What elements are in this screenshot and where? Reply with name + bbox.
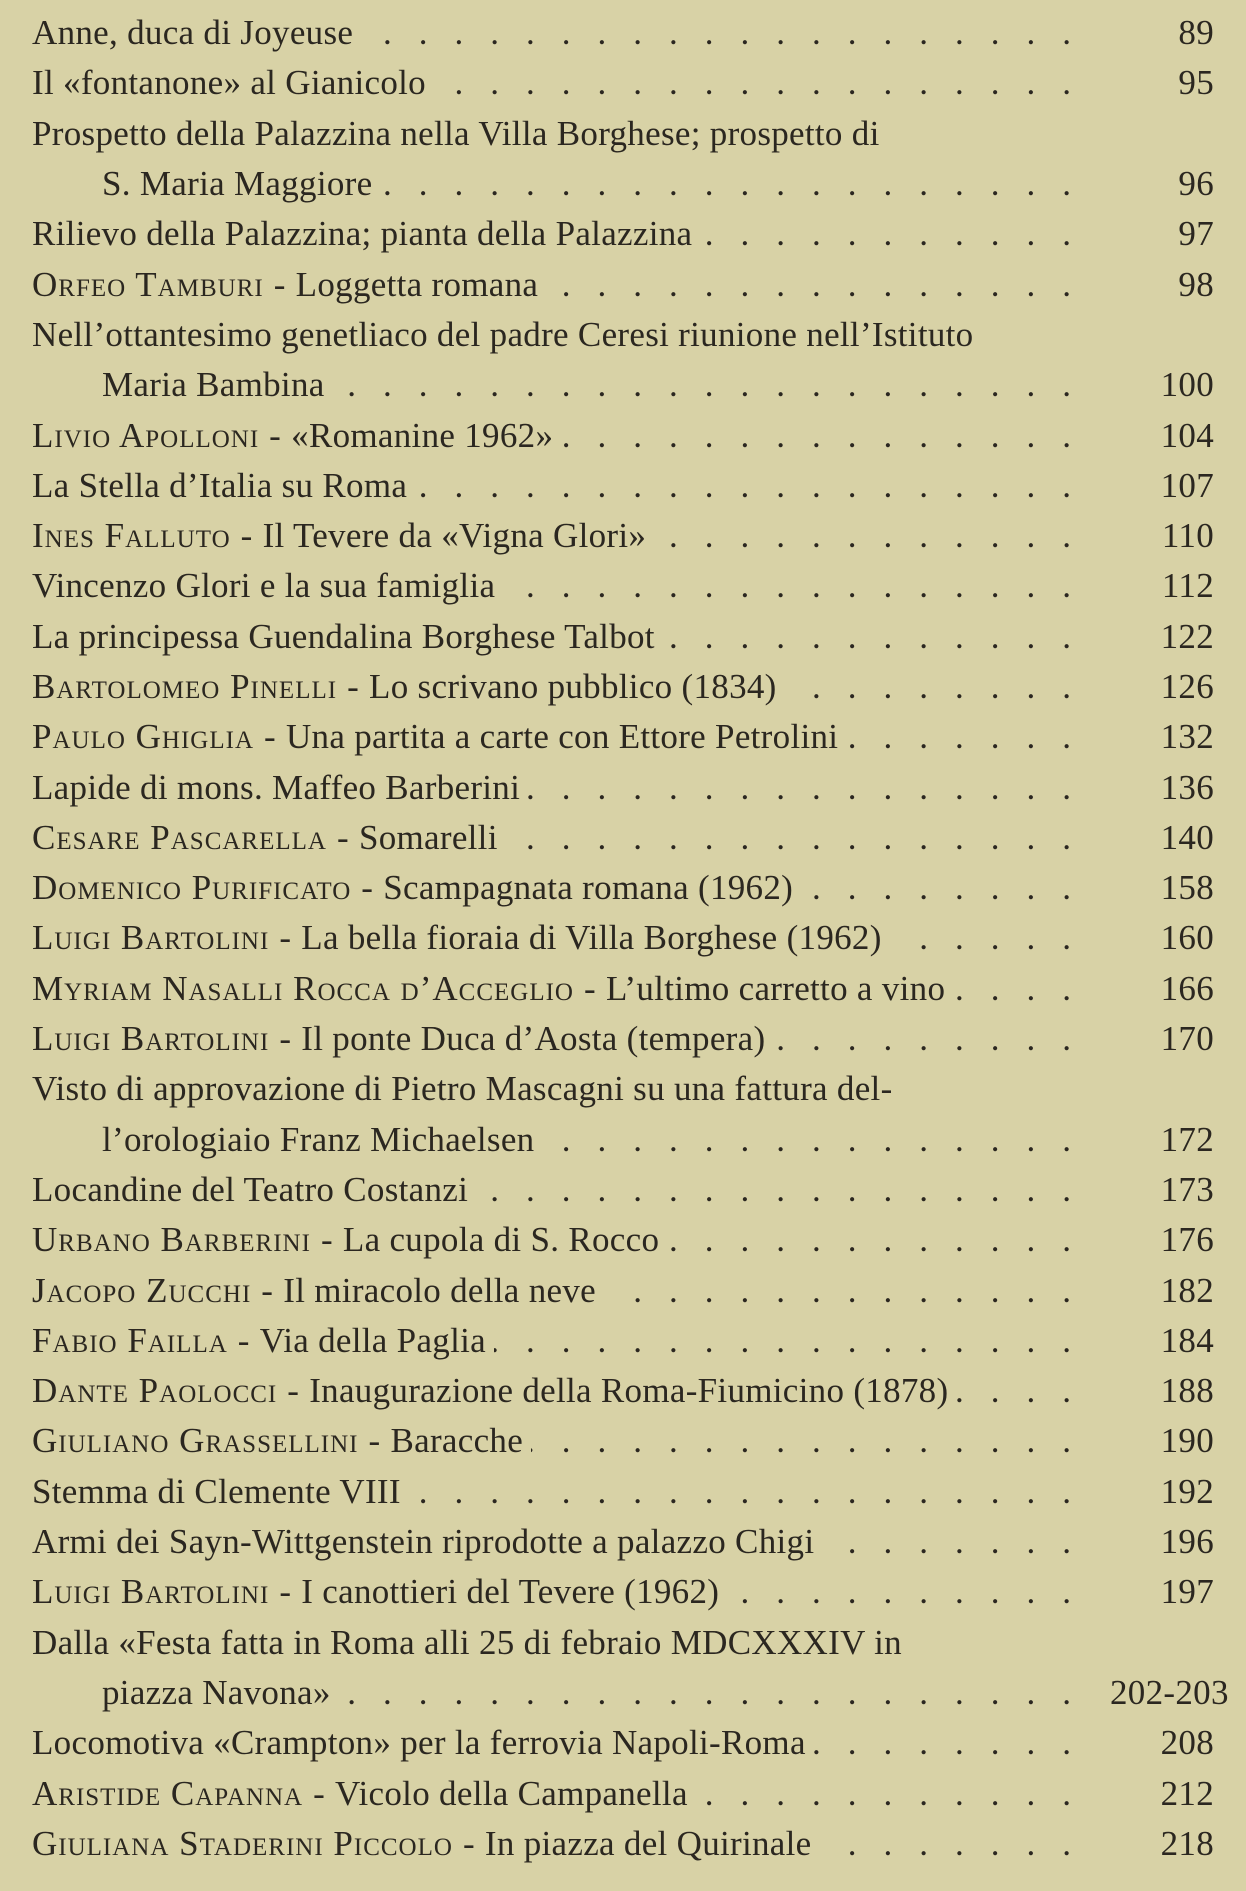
entry-separator: - bbox=[273, 264, 286, 304]
entry-line bbox=[32, 1165, 1214, 1215]
index-entry bbox=[32, 1768, 1214, 1818]
entry-separator: - bbox=[361, 868, 374, 908]
dot-leader bbox=[546, 265, 1098, 305]
entry-title: Nell’ottantesimo genetliaco del padre Ceresi riunione nell’Istituto bbox=[32, 314, 974, 354]
entry-separator: - bbox=[313, 1773, 326, 1813]
entry-line bbox=[32, 662, 1214, 712]
entry-continuation-line bbox=[32, 1115, 1214, 1165]
entry-title: La cupola di S. Rocco bbox=[342, 1220, 660, 1260]
entry-author: Luigi Bartolini bbox=[32, 1019, 270, 1059]
entry-author: Cesare Pascarella bbox=[32, 817, 327, 857]
dot-leader bbox=[822, 1522, 1098, 1562]
index-entry bbox=[32, 8, 1214, 58]
entry-page-number: 212 bbox=[1160, 1773, 1214, 1813]
index-entry bbox=[32, 1416, 1214, 1466]
entry-author: Fabio Failla bbox=[32, 1320, 228, 1360]
entry-page-number: 136 bbox=[1160, 767, 1214, 807]
entry-title-continuation: piazza Navona» bbox=[102, 1672, 331, 1712]
index-entry bbox=[32, 1265, 1214, 1315]
entry-title: Dalla «Festa fatta in Roma alli 25 di febraio MDCXXXIV in bbox=[32, 1622, 902, 1662]
entry-author: Luigi Bartolini bbox=[32, 918, 270, 958]
entry-author: Urbano Barberini bbox=[32, 1220, 311, 1260]
index-entry bbox=[32, 1366, 1214, 1416]
entry-title: Baracche bbox=[390, 1421, 524, 1461]
entry-title: Vicolo della Campanella bbox=[335, 1773, 688, 1813]
index-entry bbox=[32, 1517, 1214, 1567]
dot-leader bbox=[506, 818, 1098, 858]
entry-line bbox=[32, 1467, 1214, 1517]
entry-continuation-line bbox=[32, 1668, 1229, 1718]
index-entry bbox=[32, 511, 1214, 561]
entry-line bbox=[32, 109, 1214, 159]
entry-line bbox=[32, 1366, 1214, 1416]
entry-page-number: 95 bbox=[1178, 63, 1214, 103]
entry-line bbox=[32, 1316, 1214, 1366]
index-entry bbox=[32, 259, 1214, 309]
entry-separator: - bbox=[237, 1320, 250, 1360]
entry-separator: - bbox=[462, 1823, 475, 1863]
entry-line bbox=[32, 813, 1214, 863]
entry-author: Ines Falluto bbox=[32, 516, 231, 556]
entry-separator: - bbox=[287, 1371, 300, 1411]
entry-page-number: 97 bbox=[1178, 214, 1214, 254]
dot-leader bbox=[956, 1371, 1098, 1411]
illustrations-index bbox=[32, 8, 1229, 1869]
entry-line bbox=[32, 209, 1214, 259]
entry-line bbox=[32, 310, 1214, 360]
entry-page-number: 166 bbox=[1160, 968, 1214, 1008]
entry-line bbox=[32, 561, 1214, 611]
entry-title: «Romanine 1962» bbox=[291, 415, 554, 455]
dot-leader bbox=[696, 1774, 1098, 1814]
index-entry bbox=[32, 712, 1214, 762]
entry-line bbox=[32, 259, 1214, 309]
entry-page-number: 208 bbox=[1160, 1723, 1214, 1763]
dot-leader bbox=[700, 214, 1098, 254]
index-entry bbox=[32, 209, 1214, 259]
entry-author: Jacopo Zucchi bbox=[32, 1270, 252, 1310]
dot-leader bbox=[820, 1824, 1098, 1864]
dot-leader bbox=[409, 1472, 1098, 1512]
entry-page-number: 107 bbox=[1160, 465, 1214, 505]
entry-page-number: 182 bbox=[1160, 1270, 1214, 1310]
index-entry bbox=[32, 1014, 1214, 1064]
entry-continuation-line bbox=[32, 360, 1214, 410]
dot-leader bbox=[434, 63, 1098, 103]
dot-leader bbox=[654, 516, 1098, 556]
index-entry bbox=[32, 964, 1214, 1014]
dot-leader bbox=[890, 918, 1098, 958]
entry-continuation-line bbox=[32, 159, 1214, 209]
entry-title: In piazza del Quirinale bbox=[484, 1823, 812, 1863]
entry-title: Lo scrivano pubblico (1834) bbox=[369, 667, 777, 706]
entry-author: Livio Apolloni bbox=[32, 415, 260, 455]
entry-line bbox=[32, 58, 1214, 108]
entry-page-number: 192 bbox=[1160, 1471, 1214, 1511]
index-entry bbox=[32, 410, 1214, 460]
entry-title: L’ultimo carretto a vino bbox=[605, 968, 946, 1008]
entry-page-number: 170 bbox=[1160, 1019, 1214, 1059]
dot-leader bbox=[785, 667, 1098, 707]
entry-line bbox=[32, 1517, 1214, 1567]
index-entry bbox=[32, 461, 1214, 511]
entry-title: Vincenzo Glori e la sua famiglia bbox=[32, 566, 496, 606]
index-entry bbox=[32, 1316, 1214, 1366]
entry-line bbox=[32, 1265, 1214, 1315]
dot-leader bbox=[814, 1723, 1098, 1763]
entry-line bbox=[32, 461, 1214, 511]
entry-line bbox=[32, 964, 1214, 1014]
dot-leader bbox=[667, 1220, 1098, 1260]
entry-page-number: 173 bbox=[1160, 1169, 1214, 1209]
entry-line bbox=[32, 1215, 1214, 1265]
entry-line bbox=[32, 1567, 1214, 1617]
entry-page-number: 160 bbox=[1160, 918, 1214, 958]
dot-leader bbox=[333, 365, 1098, 405]
index-entry bbox=[32, 1618, 1229, 1719]
entry-title: Locandine del Teatro Costanzi bbox=[32, 1169, 469, 1209]
index-entry bbox=[32, 561, 1214, 611]
dot-leader bbox=[801, 868, 1098, 908]
entry-title: Il ponte Duca d’Aosta (tempera) bbox=[301, 1019, 766, 1059]
index-entry bbox=[32, 1215, 1214, 1265]
entry-author: Paulo Ghiglia bbox=[32, 717, 255, 757]
entry-page-number: 190 bbox=[1160, 1421, 1214, 1461]
entry-title: Anne, duca di Joyeuse bbox=[32, 13, 354, 53]
index-entry bbox=[32, 1064, 1214, 1165]
entry-title: Somarelli bbox=[358, 817, 498, 857]
dot-leader bbox=[542, 1120, 1098, 1160]
entry-line bbox=[32, 762, 1214, 812]
entry-title: I canottieri del Tevere (1962) bbox=[301, 1572, 720, 1612]
entry-page-number: 202-203 bbox=[1110, 1672, 1229, 1712]
entry-separator: - bbox=[347, 667, 360, 706]
entry-page-number: 197 bbox=[1160, 1572, 1214, 1612]
entry-line bbox=[32, 410, 1214, 460]
entry-title: Il Tevere da «Vigna Glori» bbox=[262, 516, 647, 556]
entry-title-continuation: S. Maria Maggiore bbox=[102, 164, 373, 204]
index-entry bbox=[32, 913, 1214, 963]
entry-page-number: 158 bbox=[1160, 868, 1214, 908]
index-entry bbox=[32, 310, 1214, 411]
entry-title: Loggetta romana bbox=[295, 264, 539, 304]
dot-leader bbox=[561, 416, 1098, 456]
entry-line bbox=[32, 612, 1214, 662]
entry-line bbox=[32, 1819, 1214, 1869]
entry-line bbox=[32, 913, 1214, 963]
index-entry bbox=[32, 58, 1214, 108]
entry-title: Locomotiva «Crampton» per la ferrovia Napoli-Roma bbox=[32, 1723, 806, 1763]
entry-separator: - bbox=[261, 1270, 274, 1310]
entry-page-number: 98 bbox=[1178, 264, 1214, 304]
entry-author: Myriam Nasalli Rocca d’Acceglio bbox=[32, 968, 574, 1008]
entry-title: Armi dei Sayn-Wittgenstein riprodotte a palazzo Chigi bbox=[32, 1522, 815, 1562]
dot-leader bbox=[604, 1271, 1098, 1311]
entry-author: Dante Paolocci bbox=[32, 1371, 278, 1411]
dot-leader bbox=[476, 1170, 1098, 1210]
entry-title: Visto di approvazione di Pietro Mascagni su una fattura del- bbox=[32, 1069, 893, 1109]
dot-leader bbox=[727, 1572, 1098, 1612]
entry-line bbox=[32, 712, 1214, 762]
dot-leader bbox=[846, 717, 1098, 757]
index-entry bbox=[32, 1165, 1214, 1215]
entry-title: La Stella d’Italia su Roma bbox=[32, 465, 408, 505]
entry-author: Domenico Purificato bbox=[32, 868, 352, 908]
entry-separator: - bbox=[279, 1019, 292, 1059]
entry-page-number: 188 bbox=[1160, 1371, 1214, 1411]
index-entry bbox=[32, 1567, 1214, 1617]
entry-author: Luigi Bartolini bbox=[32, 1572, 270, 1612]
dot-leader bbox=[773, 1019, 1098, 1059]
entry-separator: - bbox=[336, 817, 349, 857]
entry-title: Il «fontanone» al Gianicolo bbox=[32, 63, 426, 103]
entry-page-number: 218 bbox=[1160, 1823, 1214, 1863]
entry-author: Orfeo Tamburi bbox=[32, 264, 264, 304]
entry-title-continuation: Maria Bambina bbox=[102, 365, 325, 405]
entry-title: Prospetto della Palazzina nella Villa Borghese; prospetto di bbox=[32, 113, 880, 153]
entry-title: Inaugurazione della Roma-Fiumicino (1878) bbox=[309, 1371, 949, 1411]
dot-leader bbox=[361, 13, 1098, 53]
entry-title: Rilievo della Palazzina; pianta della Palazzina bbox=[32, 214, 693, 254]
index-entry bbox=[32, 109, 1214, 210]
dot-leader bbox=[339, 1673, 1098, 1713]
entry-page-number: 132 bbox=[1160, 717, 1214, 757]
entry-line bbox=[32, 1416, 1214, 1466]
entry-separator: - bbox=[583, 968, 596, 1008]
entry-author: Giuliano Grassellini bbox=[32, 1421, 359, 1461]
entry-page-number: 122 bbox=[1160, 616, 1214, 656]
entry-page-number: 140 bbox=[1160, 817, 1214, 857]
dot-leader bbox=[531, 1421, 1098, 1461]
dot-leader bbox=[503, 566, 1098, 606]
index-entry bbox=[32, 1819, 1214, 1869]
dot-leader bbox=[663, 617, 1098, 657]
entry-page-number: 196 bbox=[1160, 1522, 1214, 1562]
entry-line bbox=[32, 511, 1214, 561]
entry-page-number: 104 bbox=[1160, 415, 1214, 455]
entry-line bbox=[32, 1768, 1214, 1818]
dot-leader bbox=[528, 768, 1098, 808]
entry-line bbox=[32, 863, 1214, 913]
entry-title: Via della Paglia bbox=[259, 1320, 486, 1360]
entry-separator: - bbox=[320, 1220, 333, 1260]
index-entry bbox=[32, 612, 1214, 662]
index-entry bbox=[32, 1718, 1214, 1768]
dot-leader bbox=[415, 466, 1098, 506]
entry-page-number: 126 bbox=[1160, 667, 1214, 706]
entry-author: Giuliana Staderini Piccolo bbox=[32, 1823, 453, 1863]
index-entry bbox=[32, 1467, 1214, 1517]
dot-leader bbox=[494, 1321, 1098, 1361]
index-entry bbox=[32, 863, 1214, 913]
entry-separator: - bbox=[269, 415, 282, 455]
entry-title: La principessa Guendalina Borghese Talbot bbox=[32, 616, 655, 656]
entry-separator: - bbox=[240, 516, 253, 556]
entry-page-number: 176 bbox=[1160, 1220, 1214, 1260]
entry-line bbox=[32, 1618, 1214, 1668]
index-entry bbox=[32, 762, 1214, 812]
entry-separator: - bbox=[279, 1572, 292, 1612]
entry-line bbox=[32, 1014, 1214, 1064]
entry-title-continuation: l’orologiaio Franz Michaelsen bbox=[102, 1119, 535, 1159]
entry-author: Aristide Capanna bbox=[32, 1773, 304, 1813]
entry-page-number: 100 bbox=[1160, 365, 1214, 405]
entry-title: Scampagnata romana (1962) bbox=[383, 868, 794, 908]
entry-page-number: 96 bbox=[1178, 164, 1214, 204]
entry-title: Il miracolo della neve bbox=[283, 1270, 596, 1310]
entry-separator: - bbox=[279, 918, 292, 958]
entry-page-number: 110 bbox=[1161, 516, 1214, 556]
entry-line bbox=[32, 8, 1214, 58]
dot-leader bbox=[953, 969, 1098, 1009]
entry-title: Stemma di Clemente VIII bbox=[32, 1471, 401, 1511]
entry-title: La bella fioraia di Villa Borghese (1962) bbox=[301, 918, 882, 958]
dot-leader bbox=[380, 164, 1098, 204]
entry-page-number: 89 bbox=[1178, 13, 1214, 53]
entry-author: Bartolomeo Pinelli bbox=[32, 667, 338, 706]
entry-title: Lapide di mons. Maffeo Barberini bbox=[32, 767, 521, 807]
entry-separator: - bbox=[368, 1421, 381, 1461]
entry-separator: - bbox=[264, 717, 276, 757]
entry-title: Una partita a carte con Ettore Petrolini bbox=[285, 717, 839, 757]
index-entry bbox=[32, 813, 1214, 863]
entry-page-number: 184 bbox=[1160, 1320, 1214, 1360]
entry-line bbox=[32, 1718, 1214, 1768]
entry-line bbox=[32, 1064, 1214, 1114]
entry-page-number: 172 bbox=[1160, 1119, 1214, 1159]
entry-page-number: 112 bbox=[1161, 566, 1214, 606]
index-entry bbox=[32, 662, 1214, 712]
